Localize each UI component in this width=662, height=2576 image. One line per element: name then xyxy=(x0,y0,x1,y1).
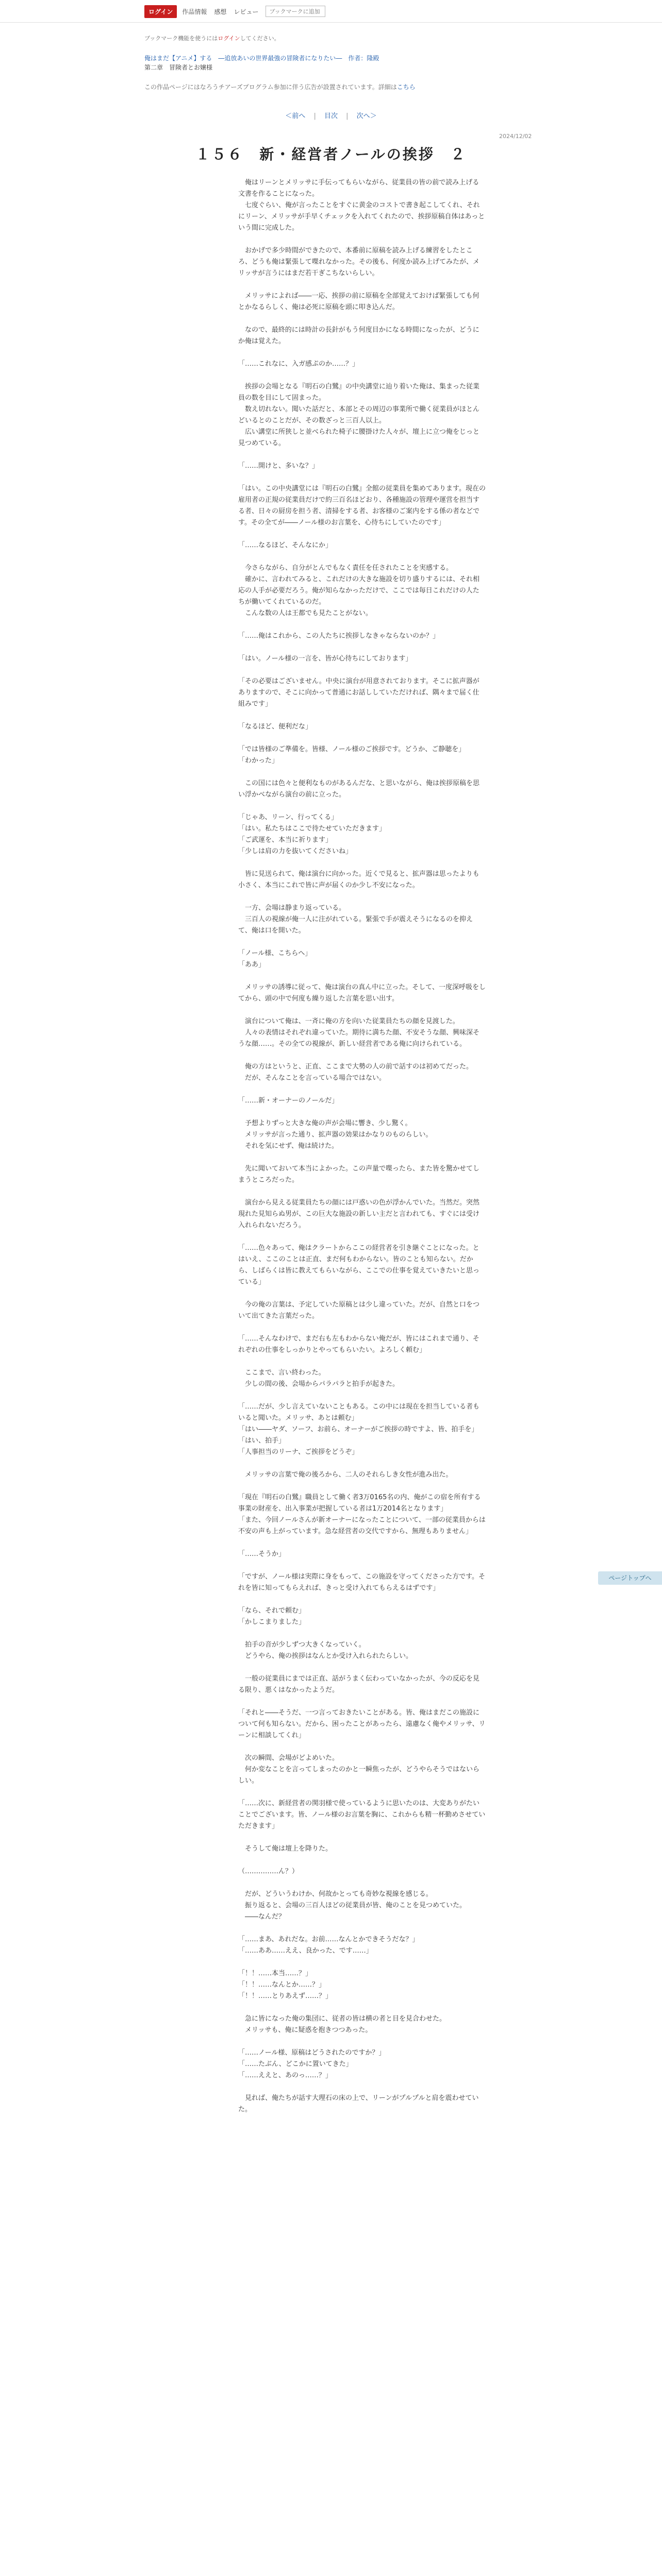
next-link[interactable]: 次へ＞ xyxy=(356,112,377,120)
paragraph: 「じゃあ、リーン、行ってくる」 「はい。私たちはここで待たせていただきます」 「ご武運を、本当に祈ります」 「少しは肩の力を抜いてくださいね」 xyxy=(238,814,386,855)
ad-notice xyxy=(144,82,416,91)
paragraph: ここまで、言い終わった。 少しの間の後、会場からパラパラと拍手が起きた。 xyxy=(245,1369,400,1388)
novel-body xyxy=(238,177,486,2127)
author-link[interactable]: 隆殿 xyxy=(367,55,379,62)
series-title-link[interactable]: 俺はまだ【アニメ】する ―追放あいの世界最強の冒険者になりたい― 作者： xyxy=(144,55,367,62)
episode-title: １５６ 新・経営者ノールの挨拶 ２ xyxy=(195,146,467,163)
nav-link-reviews[interactable]: レビュー xyxy=(234,8,259,15)
nav-link-works[interactable]: 作品情報 xyxy=(182,8,207,15)
paragraph: 「はい。ノール様の一言を、皆が心待ちにしております」 xyxy=(238,655,412,663)
ad-notice-link[interactable]: こちら xyxy=(396,83,416,91)
bookmark-notice-suffix: してください。 xyxy=(240,35,280,42)
paragraph: 「それと――そうだ、一つ言っておきたいことがある。皆、俺はまだこの施設について何も知らない。だから、困ったことがあったら、遠慮なく俺やメリッサ、リーンに相談してくれ」 xyxy=(238,1709,486,1739)
paragraph: 「なるほど、便利だな」 xyxy=(238,723,312,731)
paragraph: 急に皆になった俺の集団に、従者の皆は横の者と目を見合わせた。 メリッサも、俺に疑惑を抱きつつあった。 xyxy=(245,2015,446,2034)
paragraph: 皆に見送られて、俺は演台に向かった。近くで見ると、拡声器は思ったよりも小さく、本当にこれで皆に声が届くのか少し不安になった。 xyxy=(238,870,479,889)
paragraph: 「……ノール様、原稿はどうされたのですか？」 「……たぶん、どこかに置いてきた」 「……ええと、あのっ……？」 xyxy=(238,2049,386,2079)
paragraph: （……………ん？） xyxy=(238,1868,299,1875)
paragraph: 一方、会場は静まり返っている。 三百人の視線が俺一人に注がれている。緊張で手が震えそうになるのを抑えて、俺は口を開いた。 xyxy=(238,904,473,935)
paragraph: 「なら、それで頼む」 「かしこまりました」 xyxy=(238,1607,306,1626)
prev-link[interactable]: ＜前へ xyxy=(285,112,306,120)
paragraph: 「ノール様、こちらへ」 「ああ」 xyxy=(238,950,312,969)
paragraph: この国には色々と便利なものがあるんだな、と思いながら、俺は挨拶原稿を思い浮かべながら演台の前に立った。 xyxy=(238,779,480,799)
pager-separator: | xyxy=(346,112,349,120)
chapter-name: 第二章 冒険者とお嬢様 xyxy=(144,64,213,71)
paragraph: 「……色々あって、俺はクラートからここの経営者を引き継ぐことになった。とはいえ、ここのことは正直、まだ何もわからない。皆のことも知らない。だから、しばらくは皆に教えてもらいながら、ここでの仕事を覚えていきたいと思っている」 xyxy=(238,1244,480,1286)
paragraph: 「……開けと、多いな？」 xyxy=(238,462,319,470)
paragraph: そうして俺は壇上を降りた。 xyxy=(238,1845,333,1853)
paragraph: 今の俺の言葉は、予定していた原稿とは少し違っていた。だが、自然と口をついて出てきた言葉だった。 xyxy=(238,1301,480,1320)
paragraph: 「……これなに、入ガ感ぷのか……？」 xyxy=(238,360,359,368)
top-navbar xyxy=(0,0,662,23)
bookmark-notice xyxy=(144,34,280,42)
paragraph: メリッサの誘導に従って、俺は演台の真ん中に立った。そして、一度深呼吸をしてから、頭の中で何度も繰り返した言葉を思い出す。 xyxy=(238,984,486,1003)
index-link[interactable]: 目次 xyxy=(324,112,338,120)
paragraph: 「……そうか」 xyxy=(238,1550,286,1558)
paragraph: 挨拶の会場となる『明石の白鷺』の中央講堂に辿り着いた俺は、集まった従業員の数を目にして固まった。 数え切れない。聞いた話だと、本部とその周辺の事業所で働く従業員がほとんどいるとのことだが、その数ざっと三百人以上。 広い講堂に所狭しと並べられた椅子に腰掛けた人々が、壇上に立つ俺をじっと見つめている。 xyxy=(238,383,480,447)
paragraph: 「……だが、少し言えていないこともある。この中には現在を担当している者もいると聞いた。メリッサ、あとは頼む」 「はい――ヤダ、ソーフ、お前ら、オーナーがご挨拶の時ですよ、皆、拍手を」 「はい、拍手」 「人事担当のリーナ、ご挨拶をどうぞ」 xyxy=(238,1403,480,1456)
paragraph: おかげで多少時間ができたので、本番前に原稿を読み上げる練習をしたところ、どうも俺は緊張して喋れなかった。その後も、何度か読み上げてみたが、メリッサが言うにはまだ若干ぎこちないらしい。 xyxy=(238,247,480,277)
paragraph: 次の瞬間、会場がどよめいた。 何か変なことを言ってしまったのかと一瞬焦ったが、どうやらそうではないらしい。 xyxy=(238,1754,480,1785)
paragraph: 「では皆様のご準備を。皆様、ノール様のご挨拶です。どうか、ご静聴を」 「わかった」 xyxy=(238,745,466,765)
paragraph: 「！！……本当……？」 「！！……なんとか……？」 「！！……とりあえず……？」 xyxy=(238,1970,333,2000)
paragraph: だが、どういうわけか、何故かとっても奇妙な視線を感じる。 振り返ると、会場の三百人ほどの従業員が皆、俺のことを見つめていた。 ――なんだ？ xyxy=(245,1890,467,1921)
paragraph: 「……新・オーナーのノールだ」 xyxy=(238,1097,339,1105)
paragraph: 拍手の音が少しずつ大きくなっていく。 どうやら、俺の挨拶はなんとか受け入れられたらしい。 xyxy=(245,1641,413,1660)
paragraph: 予想よりずっと大きな俺の声が会場に響き、少し驚く。 メリッサが言った通り、拡声器の効果はかなりのものらしい。 それを気にせず、俺は続けた。 xyxy=(245,1120,433,1150)
top-navbar-inner xyxy=(144,5,325,18)
paragraph: 俺の方はというと、正直、ここまで大勢の人の前で話すのは初めてだった。 だが、そんなことを言っている場合ではない。 xyxy=(245,1063,473,1082)
paragraph: 「ですが、ノール様は実際に身をもって、この施設を守ってくださった方です。それを皆に知ってもらえれば、きっと受け入れてもらえるはずです」 xyxy=(238,1573,486,1592)
paragraph: 「はい。この中央講堂には『明石の白鷺』全館の従業員を集めてあります。現在の雇用者の正規の従業員だけで約三百名ほどおり、各種施設の管理や運営を担当する者、日々の厨房を担う者、清掃をする者、お客様のご案内をする係の者などです。その全てが――ノール様のお言葉を、心待ちにしていたのです」 xyxy=(238,485,486,527)
paragraph: 「……まあ、あれだな。お前……なんとかできそうだな？」 「……ああ……ええ、良かった、です……」 xyxy=(238,1936,419,1955)
paragraph: 「現在『明石の白鷺』職員として働く者3万0165名の内、俺がこの宿を所有する事業の財産を、出入事業が把握している者は1万2014名となります」 「また、今回ノールさんが新オーナーになったことについて、一部の従業員からは不安の声も上がっています。急な経営者の交代ですから、無理もありません」 xyxy=(238,1494,486,1535)
paragraph: 「……なるほど、そんなにか」 xyxy=(238,541,333,549)
series-info xyxy=(144,54,516,72)
paragraph: 俺はリーンとメリッサに手伝ってもらいながら、従業員の皆の前で読み上げる文書を作ることになった。 七度ぐらい、俺が言ったことをすぐに黄金のコストで書き起こしてくれ、それにリーン、メリッサが手早くチェックを入れてくれたので、挨拶原稿自体はあっという間に完成した。 xyxy=(238,179,485,232)
bookmark-notice-text: ブックマーク機能を使うには xyxy=(144,35,218,42)
paragraph: 演台について俺は、一斉に俺の方を向いた従業員たちの顔を見渡した。 人々の表情はそれぞれ違っていた。期待に満ちた顔、不安そうな顔、興味深そうな顔……。その全ての視線が、新しい経営者である俺に向けられている。 xyxy=(238,1018,480,1048)
paragraph: 「……そんなわけで、まだ右も左もわからない俺だが、皆にはこれまで通り、それぞれの仕事をしっかりとやってもらいたい。よろしく頼む」 xyxy=(238,1335,479,1354)
paragraph: メリッサによれば――一応、挨拶の前に原稿を全部覚えておけば緊張しても何とかなるらしく、俺は必死に原稿を頭に叩き込んだ。 xyxy=(238,292,479,311)
page-top-button[interactable]: ページトップへ xyxy=(598,1571,662,1585)
nav-link-impressions[interactable]: 感想 xyxy=(214,8,227,15)
paragraph: なので、最終的には時計の長針がもう何度目かになる時間になったが、どうにか俺は覚えた。 xyxy=(238,326,479,345)
bookmark-login-link[interactable]: ログイン xyxy=(218,35,240,42)
paragraph: メリッサの言葉で俺の後ろから、二人のそれらしき女性が進み出た。 xyxy=(238,1471,453,1479)
paragraph: 「……次に、新経営者の関羽様で使っているように思いたのは、大変ありがたいことでございます。皆、ノール様のお言葉を胸に、これからも精一杯勤めさせていただきます」 xyxy=(238,1800,486,1830)
login-button[interactable]: ログイン xyxy=(144,5,177,18)
paragraph: 演台から見える従業員たちの顔には戸惑いの色が浮かんでいた。当然だ。突然現れた見知らぬ男が、この巨大な施設の新しい主だと言われても、すぐには受け入れられないだろう。 xyxy=(238,1199,480,1229)
ad-notice-text: この作品ページにはなろうチアーズプログラム参加に伴う広告が設置されています。詳細は xyxy=(144,83,397,91)
paragraph: 「……俺はこれから、この人たちに挨拶しなきゃならないのか？」 xyxy=(238,632,440,640)
paragraph: 今さらながら、自分がとんでもなく責任を任されたことを実感する。 確かに、言われてみると、これだけの大きな施設を切り盛りするには、それ相応の人手が必要だろう。俺が知らなかっただけで、ここでは毎日これだけの人たちが働いてくれているのだ。 こんな数の人は王都でも見たことがない。 xyxy=(238,564,480,617)
pager xyxy=(0,110,662,120)
paragraph: 先に聞いておいて本当によかった。この声量で喋ったら、また皆を驚かせてしまうところだった。 xyxy=(238,1165,480,1184)
paragraph: 見れば、俺たちが話す大理石の床の上で、リーンがプルプルと肩を震わせていた。 xyxy=(238,2094,479,2113)
paragraph: 「その必要はございません。中央に演台が用意されております。そこに拡声器がありますので、そこに向かって普通にお話ししていただければ、隅々まで届く仕組みです」 xyxy=(238,677,479,708)
pager-separator: | xyxy=(313,112,316,120)
bookmark-input[interactable] xyxy=(266,6,325,17)
post-date: 2024/12/02 xyxy=(499,133,532,140)
paragraph: 一般の従業員にまでは正直、話がうまく伝わっていなかったが、今の反応を見る限り、悪くはなかったようだ。 xyxy=(238,1675,479,1694)
